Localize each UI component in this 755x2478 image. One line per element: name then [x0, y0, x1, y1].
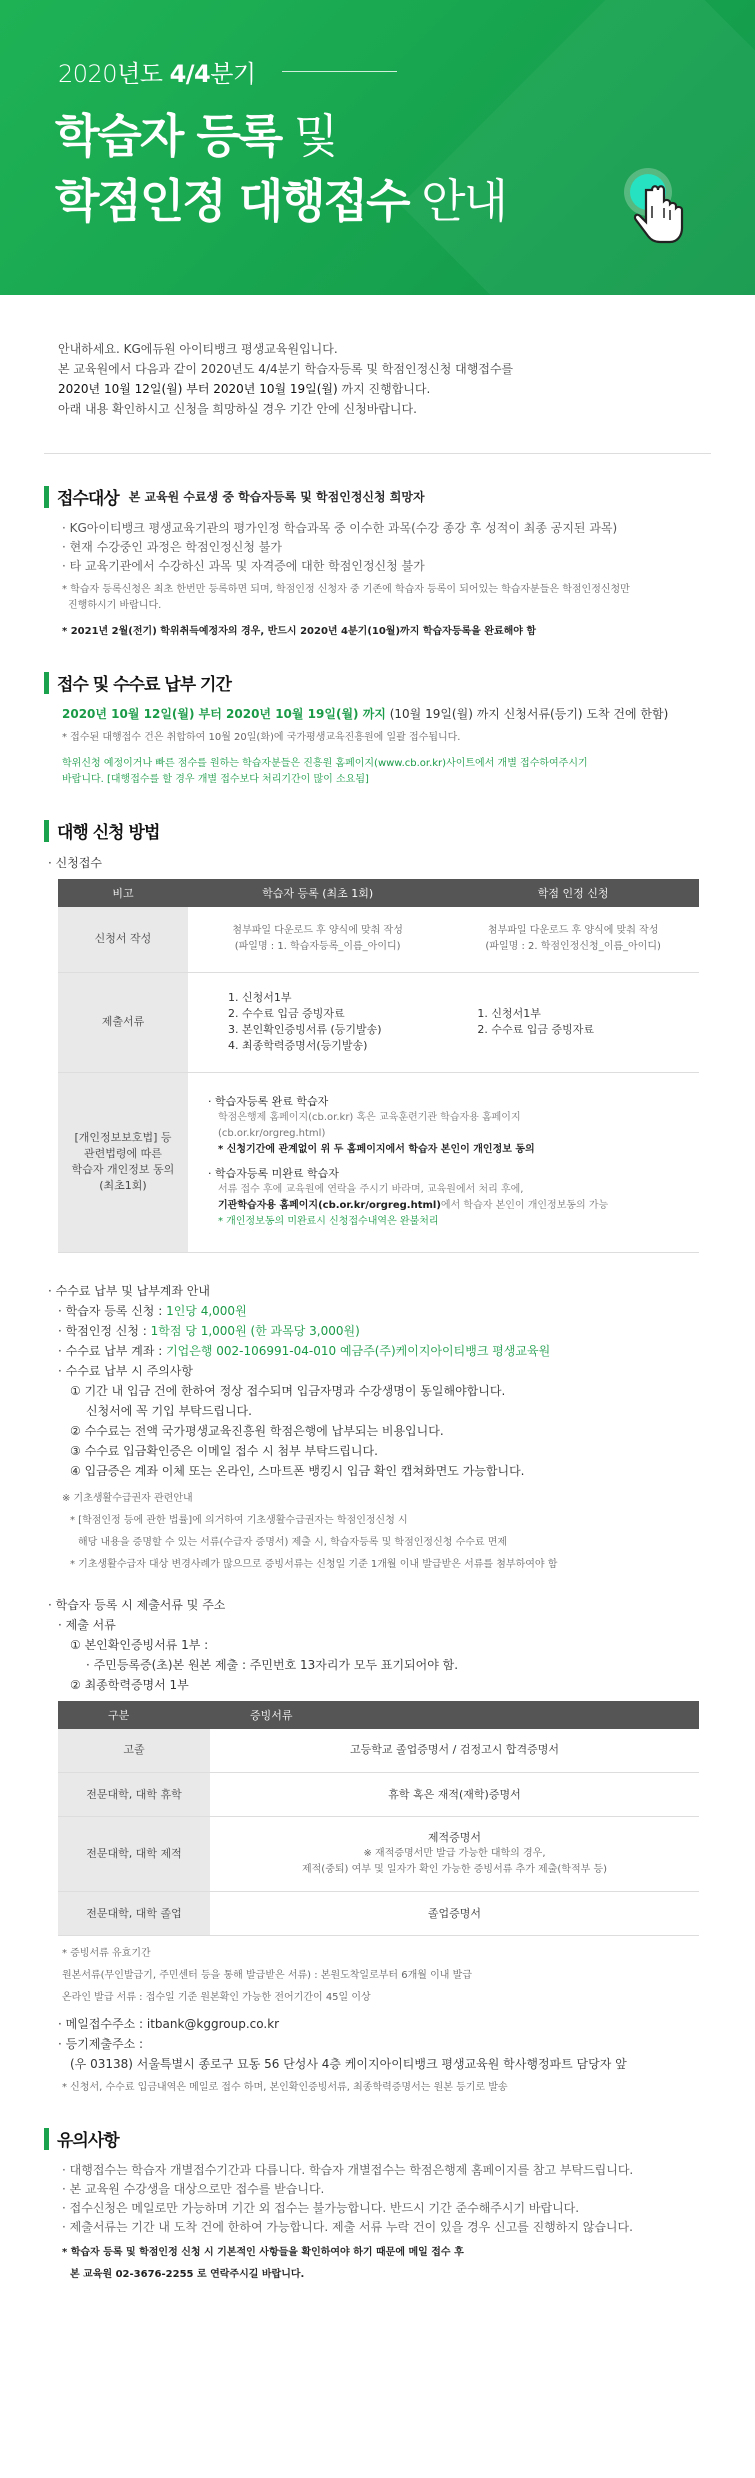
divider-line — [282, 71, 397, 72]
application-table: 비고 학습자 등록 (최초 1회) 학점 인정 신청 신청서 작성 첨부파일 다운로드 후 양식에 맞춰 작성 (파일명 : 1. 학습자등록_이름_아이디) 첨부파일 다운로드 후 양식에 맞춰 작성 (파일명 : 2. 학점인정신청_이름_아이디) 제출서류 1. 신청서1부 2. 수수료 입금 증빙자료 3. 본인확인증빙서류 (등기발송) 4. 최종학력증명서(등기발송) 1. 신청서1부 2. 수수료 입금 증빙자료 [개인정보보호법] 등 관련법령에 따른 학습자 개인정보 동의 (최초1회) · 학습자등록 완료 학습자 학점은행제 홈페이지(cb.or.kr) 혹은 교육훈련기관 학습자용 홈페이지 (cb.or.kr/orgreg.html) * 신청기간에 관계없이 위 두 홈페이지에서 학습자 본인이 개인정보 동의 · 학습자등록 미완료 학습자 서류 접수 후에 교육원에 연락을 주시기 바라며, 교육원에서 처리 후에, 기관학습자용 홈페이지(cb.or.kr/orgreg.html)에서 학습자 본인이 개인정보동의 가능 * 개인정보동의 미완료시 신청접수내역은 완불처리 — [58, 879, 699, 1253]
section-caution: 유의사항 · 대행접수는 학습자 개별접수기간과 다릅니다. 학습자 개별접수는 학점은행제 홈페이지를 참고 부탁드립니다. · 본 교육원 수강생을 대상으로만 접수를 받습니다. · 접수신청은 메일로만 가능하며 기간 외 접수는 불가능합니다. 반드시 기간 준수해주시기 바랍니다. · 제출서류는 기간 내 도착 건에 한하여 가능합니다. 제출 서류 누락 건이 있을 경우 신고를 진행하지 않습니다. * 학습자 등록 및 학점인정 신청 시 기본적인 사항들을 확인하여야 하기 때문에 메일 접수 후 본 교육원 02-3676-2255 로 연락주시길 바랍니다. — [0, 2126, 755, 2283]
decorative-shape — [400, 0, 755, 295]
section-title: 유의사항 — [57, 2131, 119, 2151]
section-target: 접수대상 본 교육원 수료생 중 학습자등록 및 학점인정신청 희망자 · KG아이티뱅크 평생교육기관의 평가인정 학습과목 중 이수한 과목(수강 종강 후 성적이 최종 공지된 과목) · 현재 수강중인 과정은 학점인정신청 불가 · 타 교육기관에서 수강하신 과목 및 자격증에 대한 학점인정신청 불가 * 학습자 등록신청은 최초 한번만 등록하면 되며, 학점인정 신청자 중 기존에 학습자 등록이 되어있는 학습자분들은 학점인정신청만 진행하시기 바랍니다. * 2021년 2월(전기) 학위취득예정자의 경우, 반드시 2020년 4분기(10월)까지 학습자등록을 완료해야 함 — [0, 484, 755, 640]
list-item: · 현재 수강중인 과정은 학점인정신청 불가 — [62, 540, 282, 554]
section-title: 접수대상 — [57, 489, 119, 509]
list-item: · 타 교육기관에서 수강하신 과목 및 자격증에 대한 학점인정신청 불가 — [62, 559, 425, 573]
certificate-table: 구분 증빙서류 고졸 고등학교 졸업증명서 / 검정고시 합격증명서 전문대학, 대학 휴학 휴학 혹은 재적(재학)증명서 전문대학, 대학 제적 제적증명서 ※ 재적증명서만 발급 가능한 대학의 경우, 제적(중퇴) 여부 및 일자가 확인 가능한 증빙서류 추가 제출(학적부 등) 전문대학, 대학 졸업 졸업증명서 — [58, 1701, 699, 1937]
list-item: · 제출서류는 기간 내 도착 건에 한하여 가능합니다. 제출 서류 누락 건이 있을 경우 신고를 진행하지 않습니다. — [62, 2220, 633, 2234]
intro-text: 안내하세요. KG에듀원 아이티뱅크 평생교육원입니다. 본 교육원에서 다음과 같이 2020년도 4/4분기 학습자등록 및 학점인정신청 대행접수를 2020년 10월 12일(월) 부터 2020년 10월 19일(월) 까지 진행합니다. 아래 내용 확인하시고 신청을 희망하실 경우 기간 안에 신청바랍니다. — [58, 342, 514, 416]
section-period: 접수 및 수수료 납부 기간 2020년 10월 12일(월) 부터 2020년 10월 19일(월) 까지 (10월 19일(월) 까지 신청서류(등기) 도착 건에 한함) * 접수된 대행접수 건은 취합하여 10월 20일(화)에 국가평생교육진흥원에 일괄 접수됩니다. 학위신청 예정이거나 빠른 점수를 원하는 학습자분들은 진흥원 홈페이지(www.cb.or.kr)사이트에서 개별 접수하여주시기 바랍니다. [대행접수를 할 경우 개별 접수보다 처리기간이 많이 소요됨] — [0, 670, 755, 788]
list-item: · 대행접수는 학습자 개별접수기간과 다릅니다. 학습자 개별접수는 학점은행제 홈페이지를 참고 부탁드립니다. — [62, 2163, 634, 2177]
list-item: · 접수신청은 메일로만 가능하며 기간 외 접수는 불가능합니다. 반드시 기간 준수해주시기 바랍니다. — [62, 2201, 580, 2215]
section-fee: · 수수료 납부 및 납부계좌 안내 · 학습자 등록 신청 : 1인당 4,000원 · 학점인정 신청 : 1학점 당 1,000원 (한 과목당 3,000원) · 수수료 납부 계좌 : 기업은행 002-106991-04-010 예금주(주)케이지아이티뱅크 평생교육원 · 수수료 납부 시 주의사항 ① 기간 내 입금 건에 한하여 정상 접수되며 입금자명과 수강생명이 동일해야합니다. 신청서에 꼭 기입 부탁드립니다. ② 수수료는 전액 국가평생교육진흥원 학점은행에 납부되는 비용입니다. ③ 수수료 입금확인증은 이메일 접수 시 첨부 부탁드립니다. ④ 입금증은 계좌 이체 또는 온라인, 스마트폰 뱅킹시 입금 확인 캡쳐화면도 가능합니다. ※ 기초생활수급권자 관련안내 * [학점인정 등에 관한 법률]에 의거하여 기초생활수급권자는 학점인정신청 시 해당 내용을 증명할 수 있는 서류(수급자 증명서) 제출 시, 학습자등록 및 학점인정신청 수수료 면제 * 기초생활수급자 대상 변경사례가 많으므로 증빙서류는 신청일 기준 1개월 이내 발급받은 서류를 첨부하여야 함 — [48, 1283, 558, 1570]
section-title: 접수 및 수수료 납부 기간 — [57, 675, 231, 695]
section-documents: · 학습자 등록 시 제출서류 및 주소 · 제출 서류 ① 본인확인증빙서류 1부 : · 주민등록증(초)본 원본 제출 : 주민번호 13자리가 모두 표기되어야 함. ② 최종학력증명서 1부 구분 증빙서류 고졸 고등학교 졸업증명서 / 검정고시 합격증명서 전문대학, 대학 휴학 휴학 혹은 재적(재학)증명서 전문대학, 대학 제적 제적증명서 ※ 재적증명서만 발급 가능한 대학의 경우, 제적(중퇴) 여부 및 일자가 확인 가능한 증빙서류 추가 제출(학적부 등) 전문대학, 대학 졸업 졸업증명서 * 증빙서류 유효기간 원본서류(무인발급기, 주민센터 등을 통해 발급받은 서류) : 본원도착일로부터 6개월 이내 발급 온라인 발급 서류 : 접수일 기준 원본확인 가능한 전어기간이 45일 이상 · 메일접수주소 : itbank@kggroup.co.kr · 등기제출주소 : (우 03138) 서울특별시 종로구 묘동 56 단성사 4층 케이지아이티뱅크 평생교육원 학사행정파트 담당자 앞 * 신청서, 수수료 입금내역은 메일로 접수 하며, 본인확인증빙서류, 최종학력증명서는 원본 등기로 발송 — [0, 1595, 755, 2097]
period-label: 2020년도 4/4분기 — [58, 60, 256, 88]
hero-banner — [0, 0, 755, 295]
section-method: 대행 신청 방법 · 신청접수 비고 학습자 등록 (최초 1회) 학점 인정 신청 신청서 작성 첨부파일 다운로드 후 양식에 맞춰 작성 (파일명 : 1. 학습자등록_이름_아이디) 첨부파일 다운로드 후 양식에 맞춰 작성 (파일명 : 2. 학점인정신청_이름_아이디) 제출서류 1. 신청서1부 2. 수수료 입금 증빙자료 3. 본인확인증빙서류 (등기발송) 4. 최종학력증명서(등기발송) 1. 신청서1부 2. 수수료 입금 증빙자료 [개인정보보호법] 등 관련법령에 따른 학습자 개인정보 동의 (최초1회) · 학습자등록 완료 학습자 학점은행제 홈페이지(cb.or.kr) 혹은 교육훈련기관 학습자용 홈페이지 (cb.or.kr/orgreg.html) * 신청기간에 관계없이 위 두 홈페이지에서 학습자 본인이 개인정보 동의 · 학습자등록 미완료 학습자 서류 접수 후에 교육원에 연락을 주시기 바라며, 교육원에서 처리 후에, 기관학습자용 홈페이지(cb.or.kr/orgreg.html)에서 학습자 본인이 개인정보동의 가능 * 개인정보동의 미완료시 신청접수내역은 완불처리 — [0, 818, 755, 1253]
hero-title-line1: 학습자 등록 및 — [55, 109, 337, 163]
section-title: 대행 신청 방법 — [57, 823, 160, 843]
divider — [44, 453, 711, 454]
hand-pointer-icon — [628, 170, 688, 246]
list-item: · 본 교육원 수강생을 대상으로만 접수를 받습니다. — [62, 2182, 325, 2196]
hero-title-line2: 학점인정 대행접수 안내 — [55, 174, 507, 228]
list-item: · KG아이티뱅크 평생교육기관의 평가인정 학습과목 중 이수한 과목(수강 종강 후 성적이 최종 공지된 과목) — [62, 521, 618, 535]
